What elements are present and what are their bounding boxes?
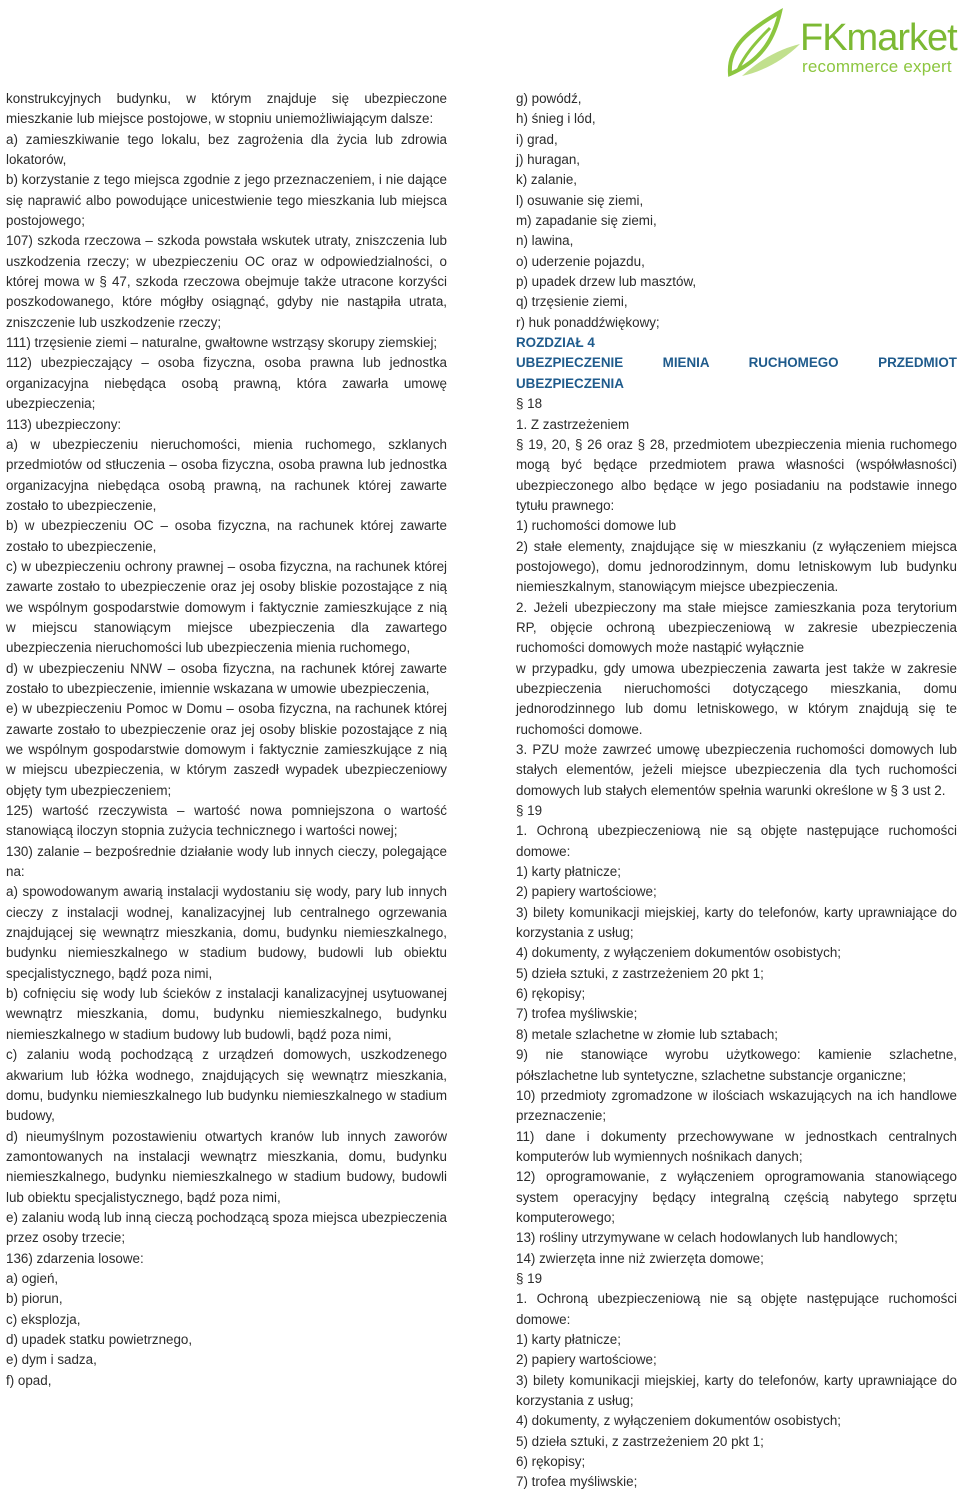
brand-tagline: recommerce expert — [802, 57, 952, 76]
paragraph: konstrukcyjnych budynku, w którym znajduje się ubezpieczone mieszkanie lub miejsce postojowe, w stopniu uniemożliwiającym dalsze: — [6, 91, 447, 127]
paragraph: b) korzystanie z tego miejsca zgodnie z jego przeznaczeniem, i nie dające się naprawić albo powodujące unicestwienie tego mieszkania lub miejsca postojowego; — [6, 172, 447, 229]
paragraph: b) w ubezpieczeniu OC – osoba fizyczna, na rachunek której zawarte zostało to ubezpieczenie, — [6, 518, 447, 554]
paragraph: b) cofnięciu się wody lub ścieków z instalacji kanalizacyjnej usytuowanej wewnątrz mieszkania, domu, budynku niemieszkalnego, budynku niemieszkalnego w stadium budowy lub budowli, bądź poza nimi, — [6, 986, 447, 1042]
paragraph: 111) trzęsienie ziemi – naturalne, gwałtowne wstrząsy skorupy ziemskiej; — [6, 335, 438, 351]
paragraph: e) dym i sadza, — [6, 1352, 97, 1368]
paragraph: q) trzęsienie ziemi, — [516, 294, 628, 310]
paragraph: 12) oprogramowanie, z wyłączeniem oprogramowania stanowiącego system operacyjny będący integralną częścią nabytego sprzętu komputerowego; — [516, 1169, 957, 1225]
paragraph: 10) przedmioty zgromadzone w ilościach wskazujących na ich handlowe przeznaczenie; — [516, 1087, 957, 1124]
paragraph: 1) ruchomości domowe lub — [516, 518, 677, 534]
paragraph: 2. Jeżeli ubezpieczony ma stałe miejsce zamieszkania poza terytorium RP, objęcie ochroną ubezpieczeniową w zakresie ubezpieczenia ruchomości domowych może nastąpić wyłącznie — [516, 599, 957, 656]
paragraph: c) w ubezpieczeniu ochrony prawnej – osoba fizyczna, na rachunek której zawarte zostało to ubezpieczenie oraz jej osoby bliskie pozostające z nią we wspólnym gospodarstwie domowym i faktycznie zamieszkujące z nią w miejscu stanowiącym miejsce ubezpieczenia dla zawartego ubezpieczenia nieruchomości lub ubezpieczenia mienia ruchomego, — [6, 558, 447, 656]
paragraph: 2) papiery wartościowe; — [516, 884, 657, 900]
paragraph: 112) ubezpieczający – osoba fizyczna, osoba prawna lub jednostka organizacyjna niebędąca osobą prawną, która zawarła umowę ubezpieczenia; — [6, 355, 447, 412]
paragraph: 1. Z zastrzeżeniem — [516, 416, 630, 432]
paragraph: 4) dokumenty, z wyłączeniem dokumentów osobistych; — [516, 1413, 841, 1429]
paragraph: c) zalaniu wodą pochodzącą z urządzeń domowych, uszkodzenego akwarium lub łóżka wodnego, znajdujących się wewnątrz mieszkania, domu, budynku niemieszkalnego lub budynku niemieszkalnego w stadium budowy, — [6, 1047, 447, 1124]
paragraph: 14) zwierzęta inne niż zwierzęta domowe; — [516, 1250, 764, 1266]
paragraph: 136) zdarzenia losowe: — [6, 1250, 144, 1266]
paragraph: 125) wartość rzeczywista – wartość nowa pomniejszona o wartość stanowiącą iloczyn stopnia zużycia technicznego i wartości nowej; — [6, 803, 447, 839]
paragraph: a) w ubezpieczeniu nieruchomości, mienia ruchomego, szklanych przedmiotów od stłuczenia – osoba fizyczna, osoba prawna lub jednostka organizacyjna niebędąca osobą prawną, na rachunek której zawarte zostało to ubezpieczenie, — [6, 436, 447, 513]
paragraph: f) opad, — [6, 1372, 52, 1388]
paragraph: 9) nie stanowiące wyrobu użytkowego: kamienie szlachetne, półszlachetne lub syntetyczne, szlachetne substancje organiczne; — [516, 1047, 957, 1083]
paragraph: n) lawina, — [516, 233, 574, 249]
paragraph: 1) karty płatnicze; — [516, 864, 621, 880]
leaf-logo-icon — [720, 4, 810, 84]
paragraph: § 19, 20, § 26 oraz § 28, przedmiotem ubezpieczenia mienia ruchomego mogą być będące przedmiotem prawa własności (współwłasności) ubezpieczonego albo będące w jego posiadaniu na podstawie innego tytułu prawnego: — [516, 436, 957, 513]
paragraph: 2) stałe elementy, znajdujące się w mieszkaniu (z wyłączeniem miejsca postojowego), domu jednorodzinnym, domu letniskowym lub budynku niemieszkalnym, stanowiącym miejsce ubezpieczenia. — [516, 538, 957, 595]
paragraph: 113) ubezpieczony: — [6, 416, 122, 432]
paragraph: 3) bilety komunikacji miejskiej, karty do telefonów, karty uprawniające do korzystania z usług; — [516, 1372, 957, 1408]
paragraph: 3. PZU może zawrzeć umowę ubezpieczenia ruchomości domowych lub stałych elementów, jeżeli miejsce ubezpieczenia dla tych ruchomości domowych lub stałych elementów spełnia warunki określone w § 3 ust 2. — [516, 742, 957, 798]
paragraph: 107) szkoda rzeczowa – szkoda powstała wskutek utraty, zniszczenia lub uszkodzenia rzeczy; w ubezpieczeniu OC oraz w odpowiedzialności, o której mowa w § 47, szkoda rzeczowa obejmuje także utracone korzyści poszkodowanego, które mógłby osiągnąć, gdyby nie nastąpiła utrata, zniszczenie lub uszkodzenie rzeczy; — [6, 233, 447, 330]
paragraph: a) spowodowanym awarią instalacji wydostaniu się wody, pary lub innych cieczy z instalacji wodnej, kanalizacyjnej lub centralnego ogrzewania znajdującej się wewnątrz mieszkania, domu, budynku niemieszkalnego, budynku niemieszkalnego w stadium budowy, budowli lub obiektu specjalistycznego, bądź poza nimi, — [6, 884, 447, 981]
section-heading: UBEZPIECZENIE MIENIA RUCHOMEGO PRZEDMIOT UBEZPIECZENIA — [516, 355, 957, 391]
paragraph: r) huk ponaddźwiękowy; — [516, 314, 660, 330]
paragraph: o) uderzenie pojazdu, — [516, 253, 645, 269]
paragraph: a) zamieszkiwanie tego lokalu, bez zagrożenia dla życia lub zdrowia lokatorów, — [6, 131, 447, 168]
paragraph: 6) rękopisy; — [516, 1454, 586, 1470]
paragraph: w przypadku, gdy umowa ubezpieczenia zawarta jest także w zakresie ubezpieczenia nieruchomości dotyczącego mieszkania, domu jednorodzinnego lub domu letniskowego, w którym znajdują się te ruchomości domowe. — [516, 660, 957, 737]
paragraph: 7) trofea myśliwskie; — [516, 1006, 638, 1022]
paragraph: 8) metale szlachetne w złomie lub sztabach; — [516, 1026, 778, 1042]
left-text-column — [6, 89, 447, 1391]
paragraph: 1. Ochroną ubezpieczeniową nie są objęte następujące ruchomości domowe: — [516, 1291, 957, 1327]
paragraph: 1. Ochroną ubezpieczeniową nie są objęte następujące ruchomości domowe: — [516, 823, 957, 859]
paragraph: e) w ubezpieczeniu Pomoc w Domu – osoba fizyczna, na rachunek której zawarte zostało to ubezpieczenie oraz jej osoby bliskie pozostające z nią we wspólnym gospodarstwie domowym i faktycznie zamieszkujące z nią w miejscu ubezpieczenia, w którym zaszedł wypadek ubezpieczeniowy objęty tym ubezpieczeniem; — [6, 701, 447, 798]
paragraph: i) grad, — [516, 131, 558, 147]
paragraph: 2) papiery wartościowe; — [516, 1352, 657, 1368]
paragraph: § 18 — [516, 396, 543, 412]
paragraph: 6) rękopisy; — [516, 986, 586, 1002]
brand-name: FKmarket — [800, 17, 957, 59]
paragraph: c) eksplozja, — [6, 1311, 81, 1327]
right-text-column — [516, 89, 957, 1493]
paragraph: g) powódź, — [516, 91, 582, 106]
fkmarket-logo — [720, 4, 957, 84]
paragraph: d) w ubezpieczeniu NNW – osoba fizyczna, na rachunek której zawarte zostało to ubezpieczenie, imiennie wskazana w umowie ubezpieczenia, — [6, 660, 447, 696]
paragraph: p) upadek drzew lub masztów, — [516, 274, 697, 290]
paragraph: 5) dzieła sztuki, z zastrzeżeniem 20 pkt 1; — [516, 1433, 764, 1449]
chapter-heading: ROZDZIAŁ 4 — [516, 335, 595, 351]
paragraph: 3) bilety komunikacji miejskiej, karty do telefonów, karty uprawniające do korzystania z usług; — [516, 904, 957, 941]
paragraph: m) zapadanie się ziemi, — [516, 213, 657, 229]
paragraph: 7) trofea myśliwskie; — [516, 1474, 638, 1490]
paragraph: 130) zalanie – bezpośrednie działanie wody lub innych cieczy, polegające na: — [6, 843, 447, 880]
paragraph: 4) dokumenty, z wyłączeniem dokumentów osobistych; — [516, 945, 841, 961]
paragraph: d) upadek statku powietrznego, — [6, 1331, 193, 1347]
paragraph: 13) rośliny utrzymywane w celach hodowlanych lub handlowych; — [516, 1230, 898, 1246]
paragraph: e) zalaniu wodą lub inną cieczą pochodzącą spoza miejsca ubezpieczenia przez osoby trzecie; — [6, 1209, 447, 1246]
paragraph: d) nieumyślnym pozostawieniu otwartych kranów lub innych zaworów zamontowanych na instalacji wewnątrz mieszkania, domu, budynku niemieszkalnego, budynku niemieszkalnego w stadium budowy, budowli lub obiektu specjalistycznego, bądź poza nimi, — [6, 1128, 447, 1205]
paragraph: k) zalanie, — [516, 172, 578, 188]
paragraph: 5) dzieła sztuki, z zastrzeżeniem 20 pkt 1; — [516, 965, 764, 981]
paragraph: 1) karty płatnicze; — [516, 1331, 621, 1347]
paragraph: l) osuwanie się ziemi, — [516, 192, 644, 208]
paragraph: h) śnieg i lód, — [516, 111, 596, 127]
paragraph: j) huragan, — [516, 152, 581, 168]
paragraph: a) ogień, — [6, 1270, 59, 1286]
paragraph: b) piorun, — [6, 1291, 63, 1307]
paragraph: § 19 — [516, 803, 543, 819]
paragraph: § 19 — [516, 1270, 543, 1286]
paragraph: 11) dane i dokumenty przechowywane w jednostkach centralnych komputerów lub wymiennych nośnikach danych; — [516, 1128, 957, 1164]
